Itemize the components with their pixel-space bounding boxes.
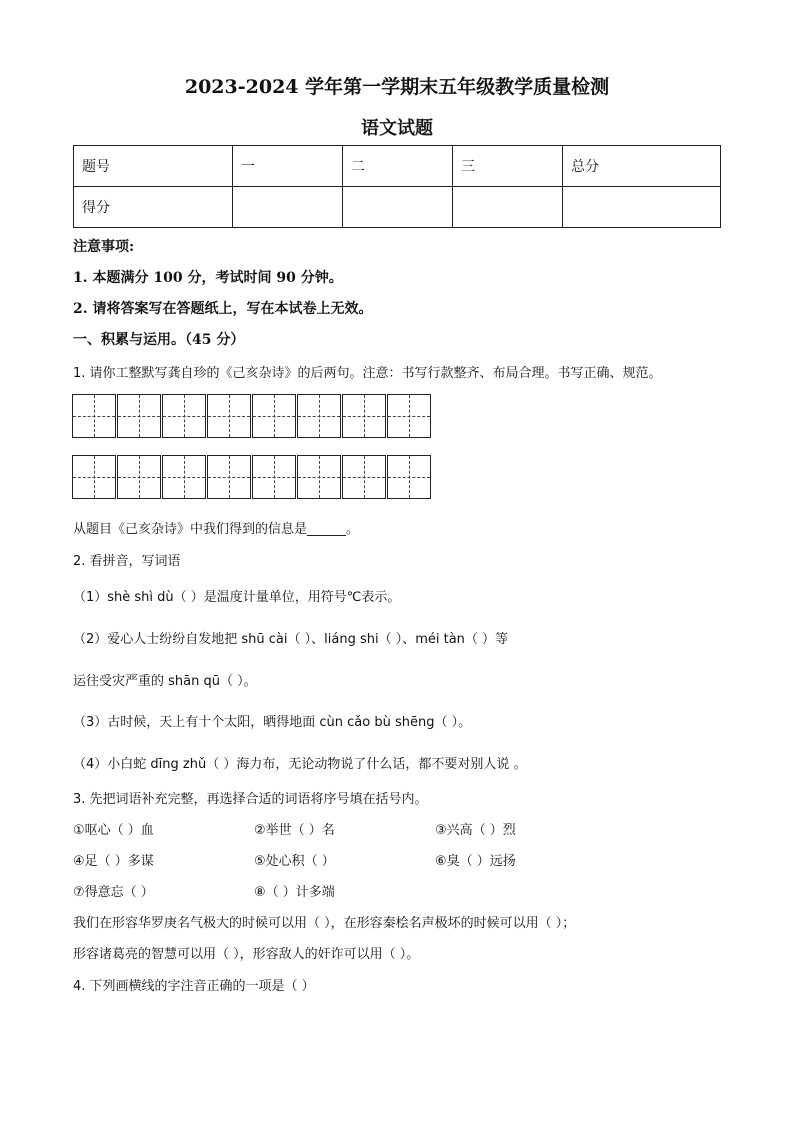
writing-cell[interactable] (252, 455, 296, 499)
q3-option: ①呕心（ ）血 (73, 823, 154, 838)
exam-title: 2023-2024 学年第一学期末五年级教学质量检测 (184, 76, 610, 98)
q3-option: ⑤处心积（ ） (254, 854, 335, 869)
question-4-text: 4. 下列画横线的字注音正确的一项是（ ） (73, 979, 315, 994)
question-3-text: 3. 先把词语补充完整，再选择合适的词语将序号填在括号内。 (73, 792, 428, 807)
score-table-header-row (74, 146, 721, 187)
writing-cell[interactable] (252, 394, 296, 438)
question-1-followup: 从题目《己亥杂诗》中我们得到的信息是______。 (73, 522, 360, 537)
writing-cell[interactable] (207, 455, 251, 499)
q3-option: ④足（ ）多谋 (73, 854, 154, 869)
q3-option: ③兴高（ ）烈 (435, 823, 516, 838)
writing-cell[interactable] (207, 394, 251, 438)
writing-cell[interactable] (72, 394, 116, 438)
writing-cell[interactable] (342, 455, 386, 499)
question-2-part-3: （3）古时候，天上有十个太阳，晒得地面 cùn cǎo bù shēng（ ）。 (73, 715, 472, 730)
writing-grid-row-1[interactable] (72, 394, 432, 438)
question-2-part-2a: （2）爱心人士纷纷自发地把 shū cài（ ）、liáng shi（ ）、méi tàn（ ）等 (73, 632, 509, 647)
score-cell[interactable] (453, 187, 563, 228)
exam-subtitle: 语文试题 (361, 118, 433, 139)
section-1-heading: 一、积累与运用。（45 分） (73, 332, 245, 348)
writing-cell[interactable] (342, 394, 386, 438)
writing-cell[interactable] (162, 455, 206, 499)
writing-cell[interactable] (297, 394, 341, 438)
writing-cell[interactable] (72, 455, 116, 499)
score-header-cell: 三 (453, 146, 563, 187)
writing-cell[interactable] (117, 394, 161, 438)
question-3-line-1: 我们在形容华罗庚名气极大的时候可以用（ ），在形容秦桧名声极坏的时候可以用（ ）； (73, 916, 576, 931)
writing-cell[interactable] (297, 455, 341, 499)
score-table-score-row (74, 187, 721, 228)
score-header-cell: 一 (233, 146, 343, 187)
writing-cell[interactable] (387, 455, 431, 499)
question-2-text: 2. 看拼音，写词语 (73, 554, 181, 569)
writing-cell[interactable] (162, 394, 206, 438)
score-header-cell: 二 (343, 146, 453, 187)
notes-item-1: 1. 本题满分 100 分，考试时间 90 分钟。 (73, 270, 343, 286)
question-2-part-1: （1）shè shì dù（ ）是温度计量单位，用符号℃表示。 (73, 590, 401, 605)
notes-item-2: 2. 请将答案写在答题纸上，写在本试卷上无效。 (73, 301, 373, 317)
score-header-cell: 题号 (74, 146, 233, 187)
notes-heading: 注意事项: (73, 239, 135, 255)
question-1-text: 1. 请你工整默写龚自珍的《己亥杂诗》的后两句。注意：书写行款整齐、布局合理。书写正确、规范。 (73, 366, 662, 381)
score-row-label: 得分 (74, 187, 233, 228)
question-2-part-2b: 运往受灾严重的 shān qū（ ）。 (73, 674, 257, 689)
question-3-line-2: 形容诸葛亮的智慧可以用（ ），形容敌人的奸诈可以用（ ）。 (73, 947, 420, 962)
writing-grid-row-2[interactable] (72, 455, 432, 499)
score-cell[interactable] (343, 187, 453, 228)
score-cell[interactable] (563, 187, 721, 228)
q3-option: ②举世（ ）名 (254, 823, 335, 838)
writing-cell[interactable] (387, 394, 431, 438)
question-2-part-4: （4）小白蛇 dīng zhǔ（ ）海力布，无论动物说了什么话，都不要对别人说 。 (73, 757, 527, 772)
score-table (73, 145, 721, 228)
q3-option: ⑦得意忘（ ） (73, 885, 154, 900)
score-cell[interactable] (233, 187, 343, 228)
q3-option: ⑥臭（ ）远扬 (435, 854, 516, 869)
score-header-cell: 总分 (563, 146, 721, 187)
writing-cell[interactable] (117, 455, 161, 499)
q3-option: ⑧（ ）计多端 (254, 885, 335, 900)
